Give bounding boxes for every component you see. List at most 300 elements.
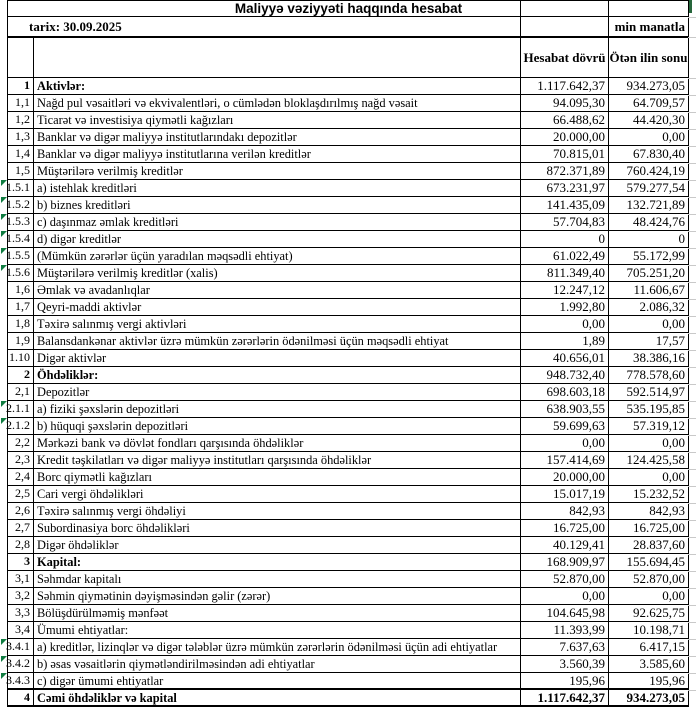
cell-current-value[interactable]: [521, 265, 609, 281]
cell-row-number[interactable]: [8, 197, 34, 213]
cell-row-number-text: 1,8: [15, 316, 30, 330]
cell-row-number[interactable]: [8, 656, 34, 672]
cell-current-value[interactable]: [521, 248, 609, 264]
cell-previous-value-text: 17,57: [655, 333, 685, 348]
cell-previous-value[interactable]: [609, 129, 689, 145]
cell-description-text: Səhmdar kapitalı: [37, 571, 122, 586]
cell-previous-value[interactable]: [609, 231, 689, 247]
cell-current-value[interactable]: [521, 418, 609, 434]
cell-description[interactable]: [34, 95, 521, 111]
cell-description-text: Ümumi ehtiyatlar:: [37, 622, 129, 637]
cell-previous-value-text: 760.424,19: [626, 163, 685, 178]
cell-row-number[interactable]: [8, 588, 34, 604]
cell-row-number-text: 2.1.2: [6, 418, 30, 432]
cell-row-number[interactable]: [8, 486, 34, 502]
cell-current-value-text: 40.129,41: [553, 537, 605, 552]
cell-previous-value-text: 705.251,20: [626, 265, 685, 280]
cell-row-number-text: 1,3: [15, 129, 30, 143]
table-row: [7, 197, 689, 214]
table-row: [7, 588, 689, 605]
cell-current-value-text: 1,89: [582, 333, 605, 348]
cell-row-number-text: 2,2: [15, 435, 30, 449]
cell-description-text: a) fiziki şəxslərin depozitləri: [37, 401, 180, 416]
cell-current-value-text: 872.371,89: [546, 163, 605, 178]
cell-previous-value-text: 842,93: [649, 503, 685, 518]
cell-description-text: Banklar və digər maliyyə institutlarına verilən kreditlər: [37, 146, 311, 161]
cell-current-value-text: 1.117.642,37: [537, 78, 605, 93]
cell-description[interactable]: [34, 214, 521, 230]
cell-previous-value[interactable]: [609, 401, 689, 417]
cell-description-text: Cəmi öhdəliklər və kapital: [37, 690, 177, 705]
cell-current-value-text: 0,00: [582, 316, 605, 331]
cell-previous-value[interactable]: [609, 503, 689, 519]
cell-previous-value[interactable]: [609, 78, 689, 94]
cell-previous-value[interactable]: [609, 520, 689, 536]
cell-current-value[interactable]: [521, 299, 609, 315]
cell-previous-value[interactable]: [609, 622, 689, 638]
cell-previous-value[interactable]: [609, 588, 689, 604]
cell-description-text: Subordinasiya borc öhdəlikləri: [37, 520, 190, 535]
cell-description-text: Təxirə salınmış vergi öhdəliyi: [37, 503, 186, 518]
cell-description-text: Səhmin qiymətinin dəyişməsindən gəlir (zərər): [37, 588, 271, 603]
table-row: [7, 554, 689, 571]
cell-description-text: Aktivlər:: [37, 78, 86, 93]
table-row: [7, 350, 689, 367]
cell-description-text: d) digər kreditlər: [37, 231, 121, 246]
cell-row-number[interactable]: [8, 520, 34, 536]
table-row: [7, 452, 689, 469]
cell-description-text: (Mümkün zərərlər üçün yaradılan məqsədli ehtiyat): [37, 248, 293, 263]
cell-row-number[interactable]: [8, 350, 34, 366]
table-row: [7, 78, 689, 95]
cell-previous-value-text: 3.585,60: [639, 656, 685, 671]
cell-previous-value[interactable]: [609, 146, 689, 162]
table-row: [7, 282, 689, 299]
cell-description[interactable]: [34, 554, 521, 570]
cell-current-value-text: 3.560,39: [559, 656, 605, 671]
cell-row-number[interactable]: [8, 622, 34, 638]
cell-previous-value-text: 579.277,54: [626, 180, 685, 195]
cell-current-value[interactable]: [521, 690, 609, 706]
cell-description[interactable]: [34, 163, 521, 179]
column-header-current-period: Hesabat dövrü: [521, 38, 609, 77]
cell-row-number-text: 2: [24, 367, 30, 381]
cell-current-value[interactable]: [521, 95, 609, 111]
cell-description-text: Digər öhdəliklər: [37, 537, 119, 552]
cell-previous-value[interactable]: [609, 571, 689, 587]
cell-previous-value[interactable]: [609, 316, 689, 332]
cell-current-value[interactable]: [521, 282, 609, 298]
cell-current-value-text: 0,00: [582, 588, 605, 603]
cell-current-value[interactable]: [521, 146, 609, 162]
cell-previous-value-text: 10.198,71: [633, 622, 685, 637]
cell-previous-value[interactable]: [609, 469, 689, 485]
cell-description[interactable]: [34, 282, 521, 298]
cell-previous-value-text: 124.425,58: [626, 452, 685, 467]
table-row: [7, 384, 689, 401]
cell-row-number-text: 1.10: [9, 350, 30, 364]
cell-row-number-text: 4: [24, 690, 30, 704]
cell-description[interactable]: [34, 401, 521, 417]
cell-row-number[interactable]: [8, 95, 34, 111]
table-row: [7, 571, 689, 588]
cell-current-value-text: 168.909,97: [546, 554, 605, 569]
cell-current-value[interactable]: [521, 554, 609, 570]
cell-current-value-text: 11.393,99: [553, 622, 605, 637]
cell-description-text: a) istehlak kreditləri: [37, 180, 137, 195]
cell-row-number[interactable]: [8, 673, 34, 689]
cell-previous-value[interactable]: [609, 367, 689, 383]
cell-row-number[interactable]: [8, 435, 34, 451]
cell-current-value[interactable]: [521, 316, 609, 332]
cell-previous-value-text: 132.721,89: [626, 197, 685, 212]
sheet-green-cell: [689, 0, 692, 13]
cell-current-value-text: 12.247,12: [553, 282, 605, 297]
cell-row-number[interactable]: [8, 605, 34, 621]
cell-row-number-text: 1.5.6: [6, 265, 30, 279]
cell-current-value-text: 94.095,30: [553, 95, 605, 110]
cell-description-text: b) biznes kreditləri: [37, 197, 131, 212]
cell-previous-value[interactable]: [609, 452, 689, 468]
cell-description-text: Öhdəliklər:: [37, 367, 99, 382]
table-row: [7, 333, 689, 350]
cell-description[interactable]: [34, 180, 521, 196]
cell-row-number[interactable]: [8, 384, 34, 400]
cell-row-number-text: 1,7: [15, 299, 30, 313]
cell-current-value-text: 52.870,00: [553, 571, 605, 586]
table-row: [7, 605, 689, 622]
cell-row-number[interactable]: [8, 469, 34, 485]
cell-row-number[interactable]: [8, 78, 34, 94]
cell-description[interactable]: [34, 299, 521, 315]
cell-current-value[interactable]: [521, 214, 609, 230]
cell-current-value[interactable]: [521, 333, 609, 349]
cell-description-text: Kapital:: [37, 554, 82, 569]
cell-current-value[interactable]: [521, 435, 609, 451]
cell-row-number[interactable]: [8, 639, 34, 655]
cell-current-value[interactable]: [521, 469, 609, 485]
right-gutter-gridline: [688, 37, 696, 38]
cell-current-value[interactable]: [521, 112, 609, 128]
cell-previous-value[interactable]: [609, 214, 689, 230]
table-row: [7, 656, 689, 673]
cell-description-text: Banklar və digər maliyyə institutlarındakı depozitlər: [37, 129, 297, 144]
cell-description-text: Borc qiymətli kağızları: [37, 469, 152, 484]
cell-previous-value[interactable]: [609, 112, 689, 128]
table-row: [7, 401, 689, 418]
cell-previous-value[interactable]: [609, 673, 689, 689]
cell-row-number[interactable]: [8, 163, 34, 179]
table-row: [7, 537, 689, 554]
table-row: [7, 248, 689, 265]
cell-description-text: Cari vergi öhdəlikləri: [37, 486, 144, 501]
cell-row-number-text: 1.5.5: [6, 248, 30, 262]
cell-description[interactable]: [34, 333, 521, 349]
cell-description-text: Bölüşdürülməmiş mənfəət: [37, 605, 169, 620]
cell-current-value[interactable]: [521, 520, 609, 536]
cell-current-value[interactable]: [521, 673, 609, 689]
cell-current-value-text: 195,96: [569, 673, 605, 688]
date-row-spacer-cell: [521, 17, 609, 36]
cell-current-value[interactable]: [521, 401, 609, 417]
cell-current-value[interactable]: [521, 639, 609, 655]
cell-description[interactable]: [34, 486, 521, 502]
total-row-separator-line: [7, 688, 689, 690]
cell-current-value-text: 0,00: [582, 435, 605, 450]
cell-row-number-text: 1.5.3: [6, 214, 30, 228]
cell-current-value-text: 673.231,97: [546, 180, 605, 195]
cell-description[interactable]: [34, 350, 521, 366]
cell-description[interactable]: [34, 639, 521, 655]
header-cell-number: [8, 38, 34, 77]
cell-current-value-text: 1.117.642,37: [537, 690, 605, 705]
cell-row-number[interactable]: [8, 418, 34, 434]
cell-current-value-text: 698.603,18: [546, 384, 605, 399]
cell-row-number-text: 1.5.2: [6, 197, 30, 211]
cell-current-value-text: 811.349,40: [546, 265, 605, 280]
cell-previous-value-text: 55.172,99: [633, 248, 685, 263]
cell-description-text: Depozitlər: [37, 384, 90, 399]
cell-row-number-text: 3.4.2: [6, 656, 30, 670]
cell-description[interactable]: [34, 452, 521, 468]
table-row: [7, 469, 689, 486]
cell-previous-value[interactable]: [609, 282, 689, 298]
cell-row-number[interactable]: [8, 248, 34, 264]
cell-description-text: Nağd pul vəsaitləri və ekvivalentləri, o cümlədən bloklaşdırılmış nağd vəsait: [37, 95, 418, 110]
cell-row-number-text: 1: [24, 78, 30, 92]
cell-previous-value[interactable]: [609, 333, 689, 349]
cell-previous-value-text: 934.273,05: [626, 78, 685, 93]
cell-current-value-text: 638.903,55: [546, 401, 605, 416]
cell-previous-value[interactable]: [609, 384, 689, 400]
cell-previous-value[interactable]: [609, 197, 689, 213]
column-header-previous-year: Ötən ilin sonu: [609, 38, 689, 77]
header-row: [7, 38, 689, 78]
cell-row-number[interactable]: [8, 503, 34, 519]
cell-previous-value[interactable]: [609, 537, 689, 553]
cell-row-number[interactable]: [8, 367, 34, 383]
cell-row-number[interactable]: [8, 265, 34, 281]
cell-row-number-text: 2,4: [15, 469, 30, 483]
cell-description[interactable]: [34, 112, 521, 128]
cell-previous-value[interactable]: [609, 248, 689, 264]
cell-description[interactable]: [34, 197, 521, 213]
table-row: [7, 299, 689, 316]
table-row: [7, 486, 689, 503]
cell-row-number-text: 1,5: [15, 163, 30, 177]
cell-current-value-text: 141.435,09: [546, 197, 605, 212]
cell-row-number-text: 2,5: [15, 486, 30, 500]
page-title: Maliyyə vəziyyəti haqqında hesabat: [234, 1, 463, 16]
cell-row-number-text: 2,7: [15, 520, 30, 534]
cell-description[interactable]: [34, 248, 521, 264]
cell-previous-value[interactable]: [609, 639, 689, 655]
table-row: [7, 418, 689, 435]
cell-row-number[interactable]: [8, 537, 34, 553]
cell-previous-value[interactable]: [609, 350, 689, 366]
cell-previous-value[interactable]: [609, 435, 689, 451]
cell-current-value[interactable]: [521, 163, 609, 179]
cell-row-number[interactable]: [8, 452, 34, 468]
cell-previous-value-text: 52.870,00: [633, 571, 685, 586]
cell-description[interactable]: [34, 78, 521, 94]
cell-previous-value[interactable]: [609, 265, 689, 281]
cell-description-text: Qeyri-maddi aktivlər: [37, 299, 142, 314]
cell-previous-value-text: 38.386,16: [633, 350, 685, 365]
cell-current-value-text: 16.725,00: [553, 520, 605, 535]
cell-description[interactable]: [34, 503, 521, 519]
cell-current-value[interactable]: [521, 588, 609, 604]
cell-row-number[interactable]: [8, 571, 34, 587]
cell-row-number[interactable]: [8, 129, 34, 145]
cell-previous-value-text: 67.830,40: [633, 146, 685, 161]
cell-current-value[interactable]: [521, 384, 609, 400]
cell-description[interactable]: [34, 231, 521, 247]
cell-current-value[interactable]: [521, 622, 609, 638]
cell-previous-value-text: 778.578,60: [626, 367, 685, 382]
cell-description[interactable]: [34, 537, 521, 553]
cell-current-value[interactable]: [521, 129, 609, 145]
header-cell-description: [34, 38, 521, 77]
cell-current-value[interactable]: [521, 486, 609, 502]
cell-description-text: Mərkəzi bank və dövlət fondları qarşısında öhdəliklər: [37, 435, 304, 450]
cell-description[interactable]: [34, 469, 521, 485]
cell-previous-value-text: 0,00: [662, 316, 685, 331]
cell-row-number[interactable]: [8, 231, 34, 247]
cell-previous-value-text: 0,00: [662, 129, 685, 144]
cell-row-number[interactable]: [8, 214, 34, 230]
cell-previous-value-text: 0: [678, 231, 685, 246]
cell-row-number[interactable]: [8, 112, 34, 128]
cell-row-number-text: 3,3: [15, 605, 30, 619]
cell-row-number[interactable]: [8, 299, 34, 315]
cell-description[interactable]: [34, 367, 521, 383]
cell-row-number[interactable]: [8, 690, 34, 706]
cell-description[interactable]: [34, 316, 521, 332]
cell-current-value[interactable]: [521, 180, 609, 196]
cell-current-value-text: 0: [598, 231, 605, 246]
cell-current-value-text: 842,93: [569, 503, 605, 518]
cell-current-value[interactable]: [521, 367, 609, 383]
cell-current-value-text: 57.704,83: [553, 214, 605, 229]
table-row: [7, 435, 689, 452]
cell-previous-value[interactable]: [609, 554, 689, 570]
cell-current-value[interactable]: [521, 350, 609, 366]
cell-description[interactable]: [34, 673, 521, 689]
cell-row-number[interactable]: [8, 146, 34, 162]
cell-description[interactable]: [34, 622, 521, 638]
cell-description-text: b) əsas vəsaitlərin qiymətləndirilməsindən adi ehtiyatlar: [37, 656, 315, 671]
cell-current-value[interactable]: [521, 231, 609, 247]
cell-current-value[interactable]: [521, 571, 609, 587]
cell-row-number[interactable]: [8, 401, 34, 417]
cell-description[interactable]: [34, 520, 521, 536]
cell-current-value-text: 7.637,63: [559, 639, 605, 654]
cell-previous-value-text: 195,96: [649, 673, 685, 688]
cell-current-value[interactable]: [521, 197, 609, 213]
table-row: [7, 180, 689, 197]
cell-previous-value-text: 155.694,45: [626, 554, 685, 569]
cell-row-number-text: 1,4: [15, 146, 30, 160]
cell-row-number-text: 2,3: [15, 452, 30, 466]
cell-previous-value[interactable]: [609, 690, 689, 706]
table-row: [7, 146, 689, 163]
cell-description-text: Təxirə salınmış vergi aktivləri: [37, 316, 187, 331]
cell-row-number-text: 1,2: [15, 112, 30, 126]
cell-description[interactable]: [34, 690, 521, 706]
cell-row-number[interactable]: [8, 554, 34, 570]
cell-previous-value[interactable]: [609, 180, 689, 196]
date-row: [7, 17, 689, 38]
cell-current-value[interactable]: [521, 605, 609, 621]
right-gutter-gridline: [688, 17, 696, 18]
cell-current-value[interactable]: [521, 78, 609, 94]
cell-description[interactable]: [34, 435, 521, 451]
cell-previous-value-text: 2.086,32: [639, 299, 685, 314]
table-row: [7, 265, 689, 282]
cell-description[interactable]: [34, 656, 521, 672]
cell-description-text: a) kreditlər, lizinqlər və digər tələblər üzrə mümkün zərərlərin ödənilməsi üçün adi ehtiyatlar: [37, 639, 498, 654]
cell-row-number-text: 3,4: [15, 622, 30, 636]
cell-description-text: Kredit təşkilatları və digər maliyyə institutları qarşısında öhdəliklər: [37, 452, 372, 467]
cell-current-value-text: 104.645,98: [546, 605, 605, 620]
table-row: [7, 95, 689, 112]
cell-current-value[interactable]: [521, 656, 609, 672]
cell-previous-value[interactable]: [609, 163, 689, 179]
cell-description[interactable]: [34, 418, 521, 434]
cell-previous-value[interactable]: [609, 418, 689, 434]
cell-previous-value-text: 6.417,15: [639, 639, 685, 654]
cell-current-value-text: 61.022,49: [553, 248, 605, 263]
cell-previous-value[interactable]: [609, 486, 689, 502]
table-row: [7, 520, 689, 537]
cell-previous-value-text: 934.273,05: [626, 690, 685, 705]
cell-description[interactable]: [34, 588, 521, 604]
cell-row-number[interactable]: [8, 333, 34, 349]
cell-current-value[interactable]: [521, 537, 609, 553]
cell-previous-value-text: 15.232,52: [633, 486, 685, 501]
cell-description[interactable]: [34, 265, 521, 281]
cell-row-number[interactable]: [8, 316, 34, 332]
cell-previous-value[interactable]: [609, 605, 689, 621]
cell-row-number[interactable]: [8, 282, 34, 298]
table-row: [7, 622, 689, 639]
cell-previous-value[interactable]: [609, 95, 689, 111]
cell-description-text: Ticarət və investisiya qiymətli kağızları: [37, 112, 234, 127]
cell-previous-value-text: 592.514,97: [626, 384, 685, 399]
cell-row-number[interactable]: [8, 180, 34, 196]
cell-previous-value-text: 535.195,85: [626, 401, 685, 416]
cell-previous-value-text: 48.424,76: [633, 214, 685, 229]
cell-current-value[interactable]: [521, 452, 609, 468]
cell-row-number-text: 3: [24, 554, 30, 568]
table-row: [7, 503, 689, 520]
cell-previous-value[interactable]: [609, 656, 689, 672]
cell-description-text: b) hüquqi şəxslərin depozitləri: [37, 418, 189, 433]
cell-previous-value[interactable]: [609, 299, 689, 315]
cell-description[interactable]: [34, 384, 521, 400]
cell-description[interactable]: [34, 605, 521, 621]
cell-description[interactable]: [34, 146, 521, 162]
cell-row-number-text: 1,6: [15, 282, 30, 296]
cell-description[interactable]: [34, 129, 521, 145]
cell-current-value-text: 15.017,19: [553, 486, 605, 501]
cell-row-number-text: 3.4.1: [6, 639, 30, 653]
table-row: [7, 163, 689, 180]
cell-current-value[interactable]: [521, 503, 609, 519]
cell-row-number-text: 3.4.3: [6, 673, 30, 687]
cell-description[interactable]: [34, 571, 521, 587]
